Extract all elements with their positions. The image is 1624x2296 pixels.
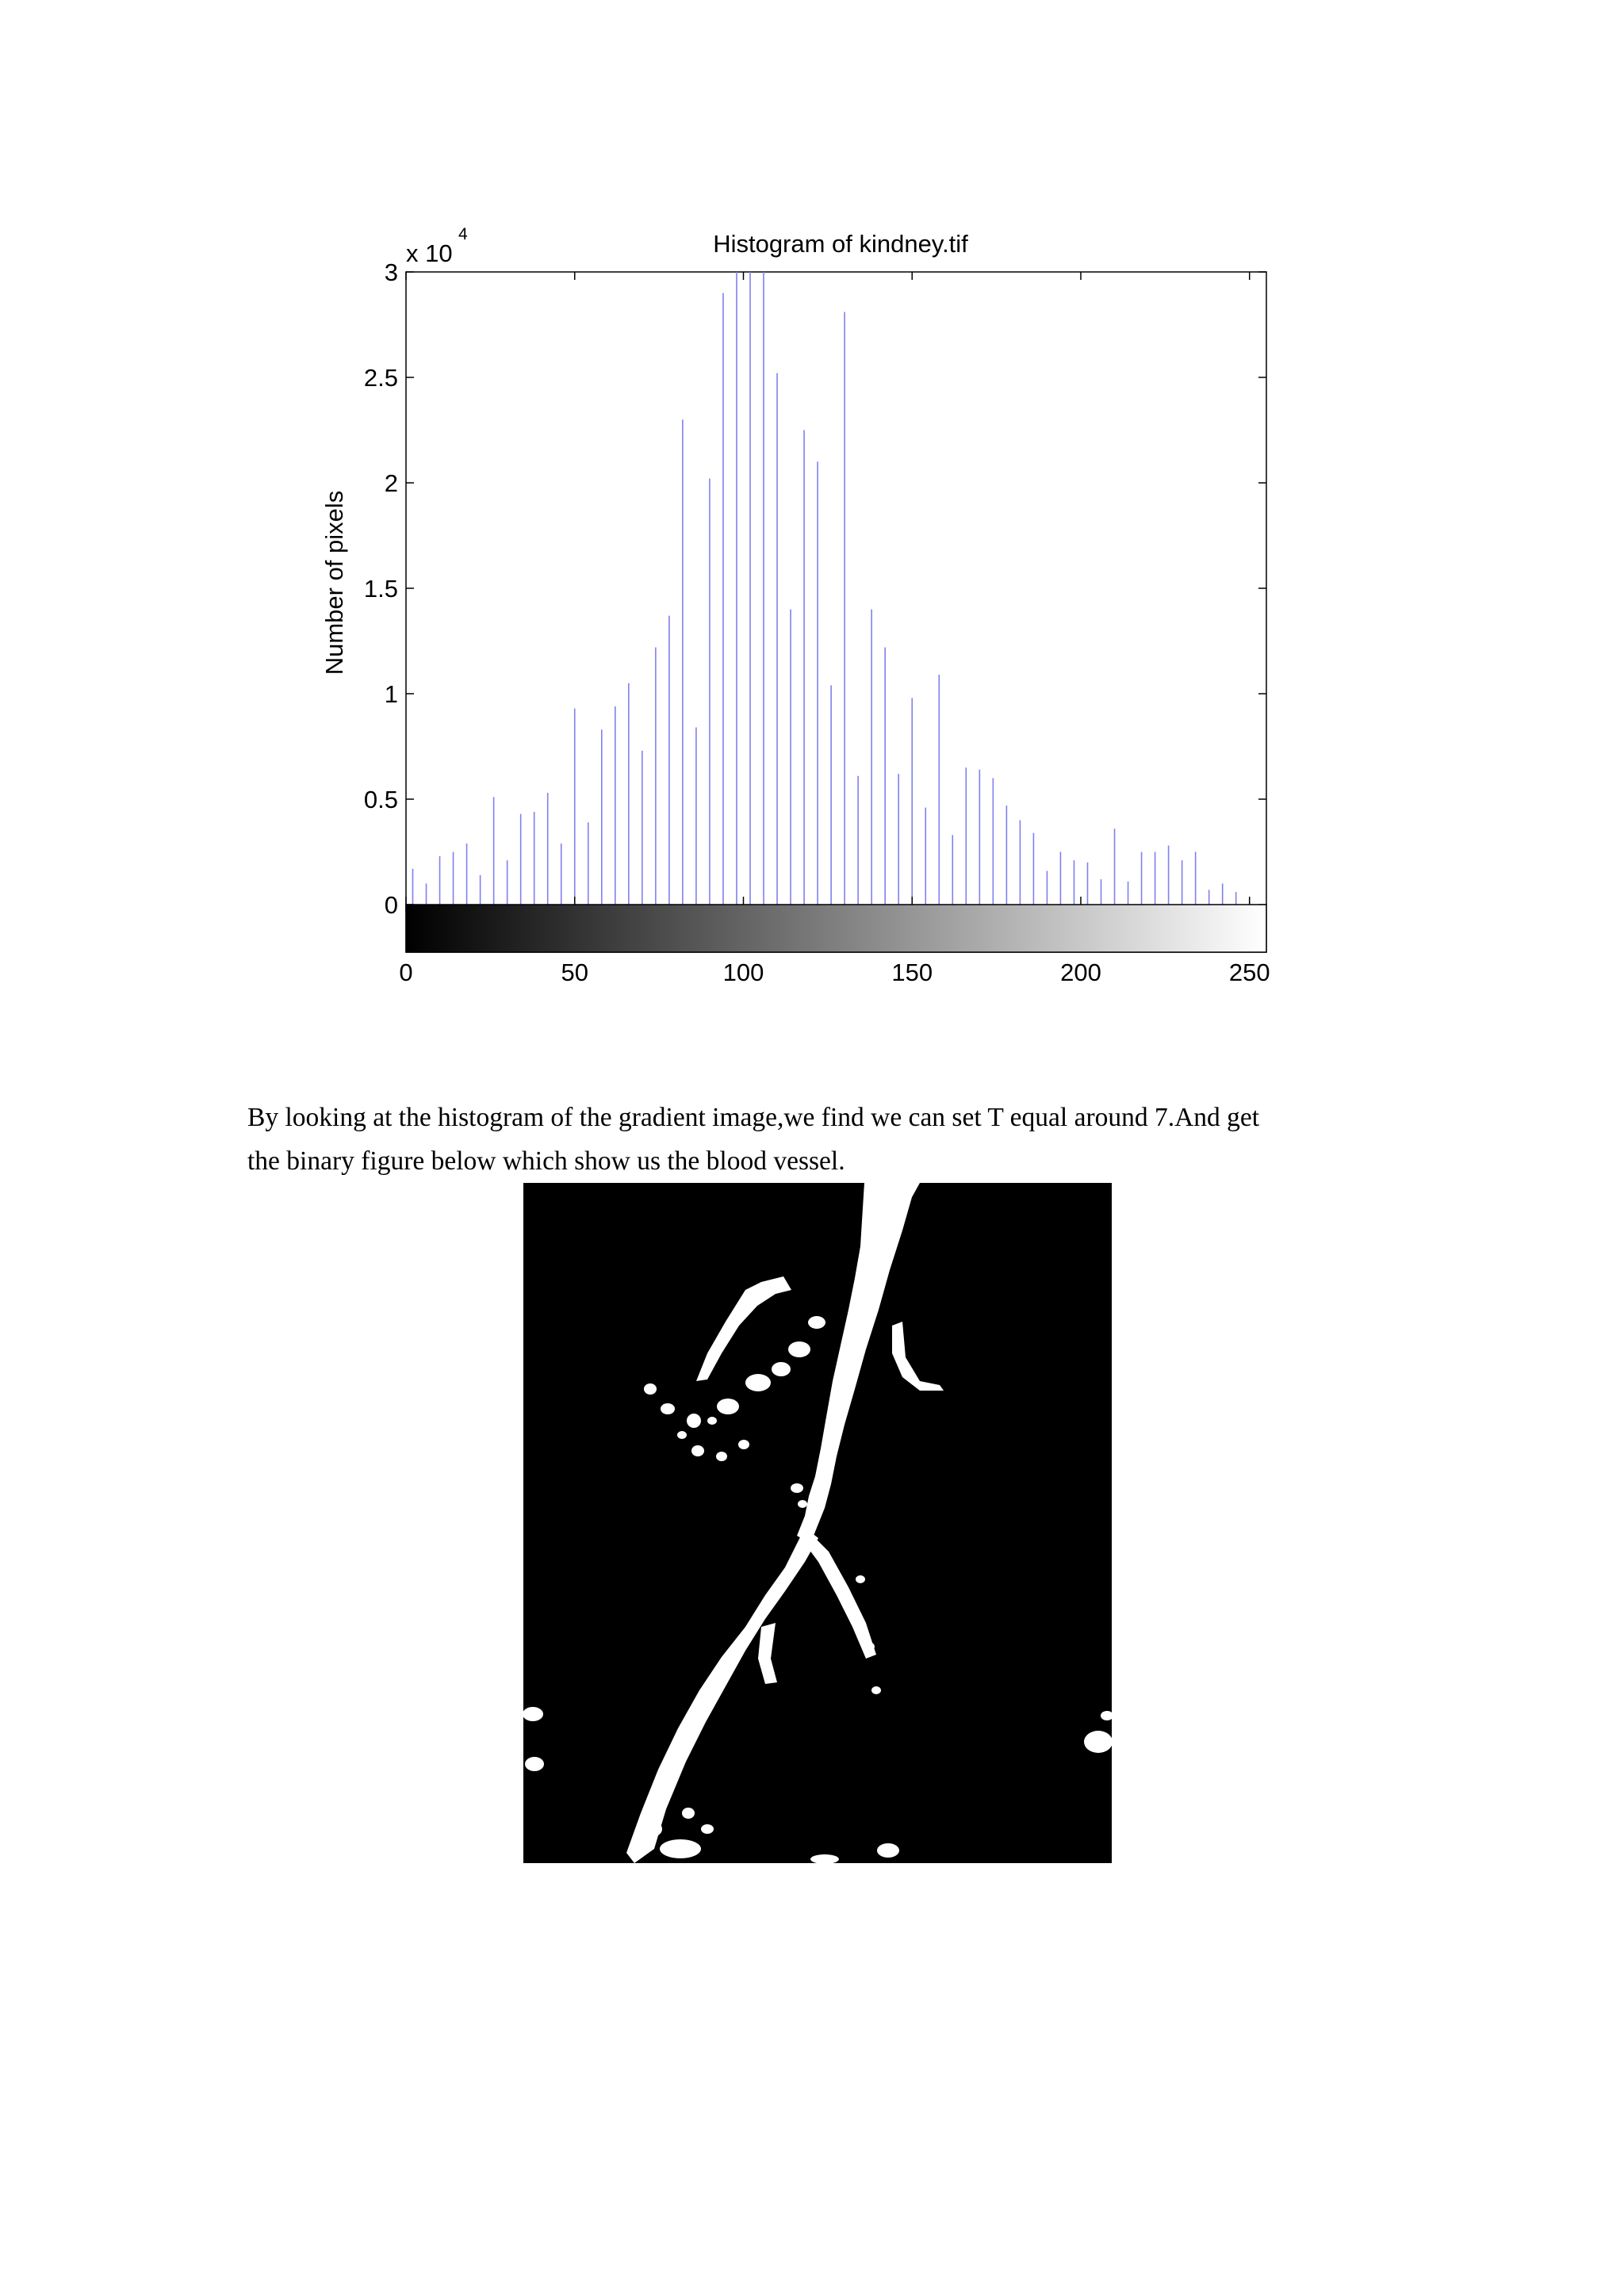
noise-blob <box>717 1399 739 1414</box>
y-axis-label: Number of pixels <box>320 490 348 675</box>
noise-blob <box>701 1824 714 1834</box>
noise-blob <box>1084 1731 1112 1753</box>
y-tick-label: 0 <box>384 891 398 919</box>
noise-blob <box>772 1362 791 1376</box>
body-paragraph <box>247 1096 1389 1183</box>
histogram-figure <box>0 0 1624 1031</box>
noise-blob <box>788 1341 810 1357</box>
noise-blob <box>791 1483 803 1493</box>
grayscale-colorbar <box>406 905 1266 952</box>
noise-blob <box>871 1686 881 1694</box>
noise-blob <box>661 1403 675 1414</box>
noise-blob <box>707 1417 717 1425</box>
noise-blob <box>877 1843 899 1858</box>
noise-blob <box>687 1414 701 1428</box>
x-tick-label: 50 <box>561 959 588 986</box>
exponent-base: x 10 <box>406 239 453 267</box>
paragraph-line-2: the binary figure below which show us the blood vessel. <box>247 1146 845 1176</box>
chart-title: Histogram of kindney.tif <box>713 230 968 258</box>
noise-blob <box>798 1500 807 1508</box>
noise-blob <box>841 1598 852 1608</box>
blood-vessel-binary-image <box>523 1183 1112 1863</box>
noise-blob <box>525 1757 544 1771</box>
x-axis-ticks <box>399 272 1270 986</box>
x-tick-label: 250 <box>1228 959 1270 986</box>
noise-blob <box>691 1445 704 1456</box>
x-tick-label: 200 <box>1060 959 1101 986</box>
noise-blob <box>644 1383 657 1395</box>
noise-blob <box>738 1440 749 1449</box>
plot-frame <box>406 272 1266 952</box>
noise-blob <box>646 1822 662 1836</box>
noise-blob <box>677 1431 687 1439</box>
noise-blob <box>745 1374 771 1391</box>
paragraph-line-1: By looking at the histogram of the gradient image,we find we can set T equal around 7.And get <box>247 1103 1260 1132</box>
exponent-power: 4 <box>458 225 468 243</box>
noise-blob <box>716 1452 727 1461</box>
noise-blob <box>808 1316 825 1329</box>
noise-blob <box>660 1839 701 1858</box>
noise-blob <box>862 1642 875 1651</box>
x-tick-label: 0 <box>399 959 413 986</box>
y-axis-ticks <box>364 258 1266 919</box>
noise-blob <box>523 1707 543 1721</box>
histogram-bars <box>413 272 1250 905</box>
noise-blob <box>682 1808 695 1819</box>
x-tick-label: 150 <box>891 959 933 986</box>
noise-blob <box>856 1575 865 1583</box>
y-tick-label: 0.5 <box>363 786 398 813</box>
y-tick-label: 3 <box>384 258 398 286</box>
y-tick-label: 1.5 <box>363 575 398 603</box>
y-tick-label: 2 <box>384 469 398 497</box>
y-tick-label: 1 <box>384 680 398 708</box>
y-tick-label: 2.5 <box>363 364 398 392</box>
x-tick-label: 100 <box>722 959 764 986</box>
